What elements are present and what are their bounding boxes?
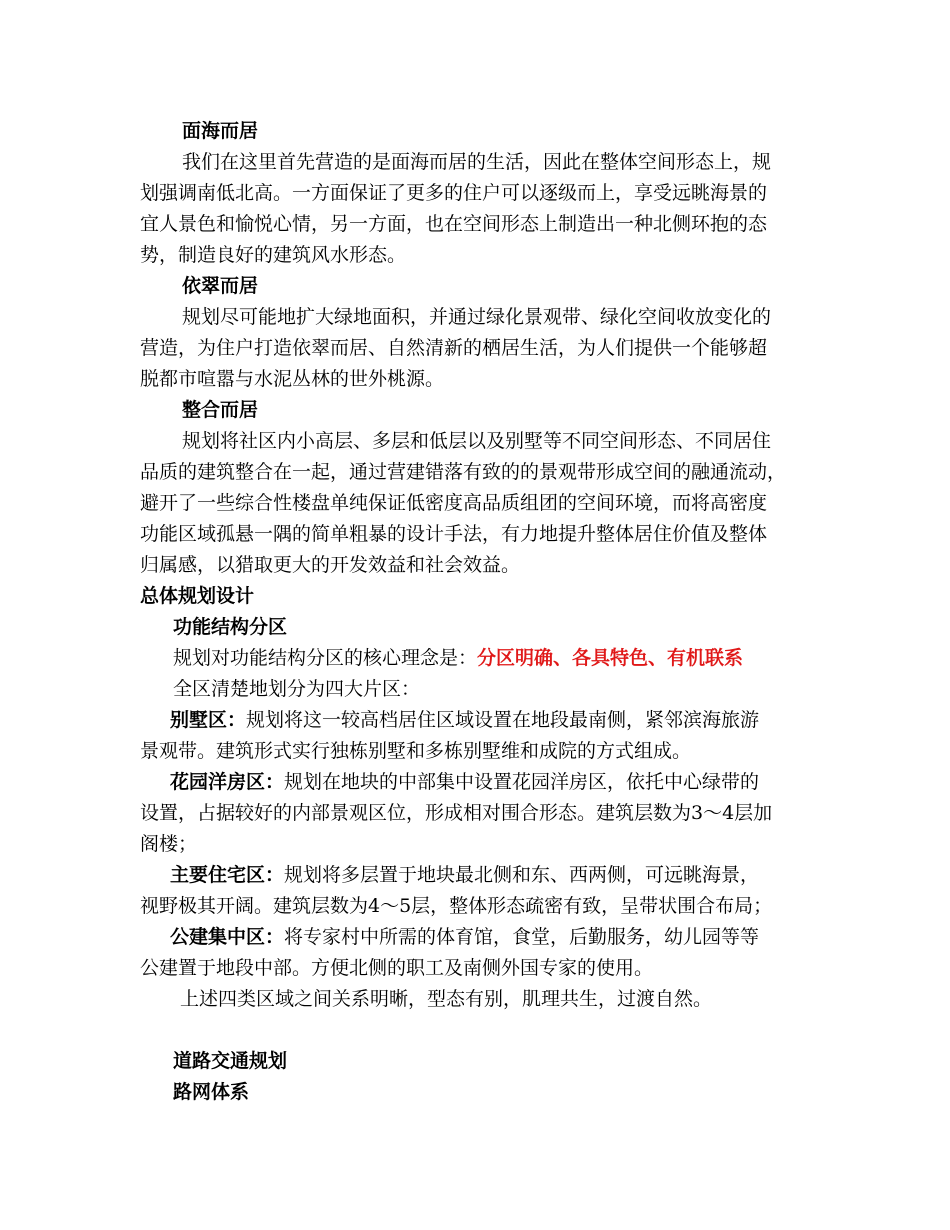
zones-summary: 上述四类区域之间关系明晰，型态有别，肌理共生，过渡自然。 — [180, 988, 713, 1010]
paragraph-line: 公建置于地段中部。方便北侧的职工及南侧外国专家的使用。 — [140, 957, 654, 979]
heading-road-traffic: 道路交通规划 — [173, 1050, 288, 1072]
zone-villa — [170, 707, 759, 733]
zone-text: 将专家村中所需的体育馆，食堂，后勤服务，幼儿园等等 — [284, 926, 760, 948]
concept-prefix: 规划对功能结构分区的核心理念是： — [173, 647, 478, 669]
zone-text: 规划在地块的中部集中设置花园洋房区，依托中心绿带的 — [284, 771, 760, 793]
zone-garden-house — [170, 769, 759, 795]
zone-name: 公建集中区： — [170, 926, 285, 948]
zone-name: 别墅区： — [170, 709, 247, 731]
zones-intro: 全区清楚地划分为四大片区： — [173, 678, 421, 700]
paragraph-line: 宜人景色和愉悦心情，另一方面，也在空间形态上制造出一种北侧环抱的态 — [140, 213, 768, 235]
zone-name: 主要住宅区： — [170, 864, 285, 886]
heading-road-network: 路网体系 — [173, 1081, 250, 1103]
paragraph-line: 规划尽可能地扩大绿地面积，并通过绿化景观带、绿化空间收放变化的 — [182, 306, 772, 328]
paragraph-line: 阁楼； — [140, 833, 198, 855]
heading-function-zoning: 功能结构分区 — [173, 616, 288, 638]
heading-green: 依翠而居 — [182, 275, 259, 297]
paragraph-line: 势，制造良好的建筑风水形态。 — [140, 244, 407, 266]
zone-main-residential — [170, 862, 759, 888]
paragraph-line: 我们在这里首先营造的是面海而居的生活，因此在整体空间形态上，规 — [182, 151, 772, 173]
paragraph-line: 景观带。建筑形式实行独栋别墅和多栋别墅维和成院的方式组成。 — [140, 740, 692, 762]
paragraph-line: 脱都市喧嚣与水泥丛林的世外桃源。 — [140, 368, 445, 390]
zone-public-buildings — [170, 924, 759, 950]
zone-text: 规划将多层置于地块最北侧和东、西两侧，可远眺海景， — [284, 864, 760, 886]
zone-name: 花园洋房区： — [170, 771, 285, 793]
paragraph-line: 划强调南低北高。一方面保证了更多的住户可以逐级而上，享受远眺海景的 — [140, 182, 768, 204]
paragraph-line: 营造，为住户打造依翠而居、自然清新的栖居生活，为人们提供一个能够超 — [140, 337, 768, 359]
concept-highlight: 分区明确、各具特色、有机联系 — [477, 647, 744, 669]
paragraph-line: 避开了一些综合性楼盘单纯保证低密度高品质组团的空间环境，而将高密度 — [140, 492, 768, 514]
paragraph-line: 规划将社区内小高层、多层和低层以及别墅等不同空间形态、不同居住 — [182, 430, 772, 452]
heading-overall-plan: 总体规划设计 — [140, 585, 255, 607]
heading-face-sea: 面海而居 — [182, 120, 259, 142]
paragraph-line: 功能区域孤悬一隅的简单粗暴的设计手法，有力地提升整体居住价值及整体 — [140, 523, 768, 545]
zone-text: 规划将这一较高档居住区域设置在地段最南侧，紧邻滨海旅游 — [246, 709, 760, 731]
heading-integrate: 整合而居 — [182, 399, 259, 421]
paragraph-line: 归属感，以猎取更大的开发效益和社会效益。 — [140, 554, 521, 576]
paragraph-line: 视野极其开阔。建筑层数为4～5层，整体形态疏密有致，呈带状围合布局； — [140, 895, 773, 917]
concept-line — [173, 645, 743, 671]
paragraph-line: 设置，占据较好的内部景观区位，形成相对围合形态。建筑层数为3～4层加 — [140, 802, 773, 824]
paragraph-line: 品质的建筑整合在一起，通过营建错落有致的的景观带形成空间的融通流动， — [140, 461, 787, 483]
